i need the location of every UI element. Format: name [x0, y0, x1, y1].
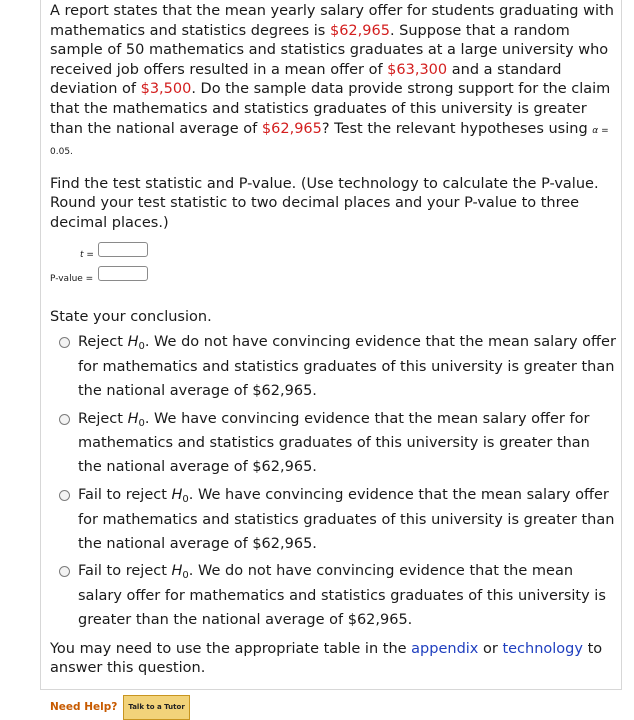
sample-mean-value: $63,300	[387, 61, 448, 78]
conclusion-heading: State your conclusion.	[50, 308, 212, 325]
t-statistic-input[interactable]	[98, 242, 148, 257]
p-row	[50, 266, 616, 290]
help-area	[50, 695, 616, 720]
answer-inputs	[50, 242, 616, 290]
p-value-label: P-value =	[50, 273, 94, 284]
national-mean-value: $62,965	[329, 22, 390, 39]
radio-button[interactable]	[59, 490, 70, 501]
appendix-link[interactable]: appendix	[411, 640, 479, 657]
question-content	[50, 2, 616, 720]
t-row	[50, 242, 616, 266]
resource-note: You may need to use the appropriate table in the appendix or technology to answer this question.	[50, 640, 603, 677]
talk-to-tutor-button[interactable]: Talk to a Tutor	[123, 695, 189, 720]
radio-button[interactable]	[59, 414, 70, 425]
alpha-value: = 0.05.	[50, 125, 609, 158]
conclusion-options	[50, 331, 616, 633]
sample-sd-value: $3,500	[140, 81, 192, 98]
option-reject-evidence[interactable]: Reject $H_0$. We have convincing evidence that the mean salary offer for mathematics and statistics graduates of this university is greater than the national average of $62,965.	[50, 408, 616, 480]
need-help-label: Need Help?	[50, 700, 118, 713]
problem-statement: A report states that the mean yearly salary offer for students graduating with mathematics and statistics degrees is $62,965. Suppose that a random sample of 50 mathematics and statistics graduates at a large university who received job offers resulted in a mean offer of $63,300 and a standard deviation of $3,500. Do the sample data provide strong support for the claim that the mathematics and statistics graduates of this university is greater than the national average of $62,965? Test the relevant hypotheses using α = 0.05.	[50, 3, 614, 158]
p-value-input[interactable]	[98, 266, 148, 281]
technology-link[interactable]: technology	[502, 640, 583, 657]
option-fail-reject-evidence[interactable]: Fail to reject $H_0$. We have convincing evidence that the mean salary offer for mathematics and statistics graduates of this university is greater than the national average of $62,965.	[50, 484, 616, 556]
national-mean-value-2: $62,965	[261, 120, 322, 137]
instructions: Find the test statistic and P-value. (Use technology to calculate the P-value. Round your test statistic to two decimal places and your P-value to three decimal places.)	[50, 175, 599, 231]
option-reject-no-evidence[interactable]: Reject $H_0$. We do not have convincing evidence that the mean salary offer for mathematics and statistics graduates of this university is greater than the national average of $62,965.	[50, 331, 616, 403]
radio-button[interactable]	[59, 337, 70, 348]
alpha-symbol: α	[592, 125, 599, 136]
t-label: t =	[80, 249, 94, 260]
option-fail-reject-no-evidence[interactable]: Fail to reject $H_0$. We do not have convincing evidence that the mean salary offer for mathematics and statistics graduates of this university is greater than the national average of $62,965.	[50, 560, 616, 632]
radio-button[interactable]	[59, 566, 70, 577]
